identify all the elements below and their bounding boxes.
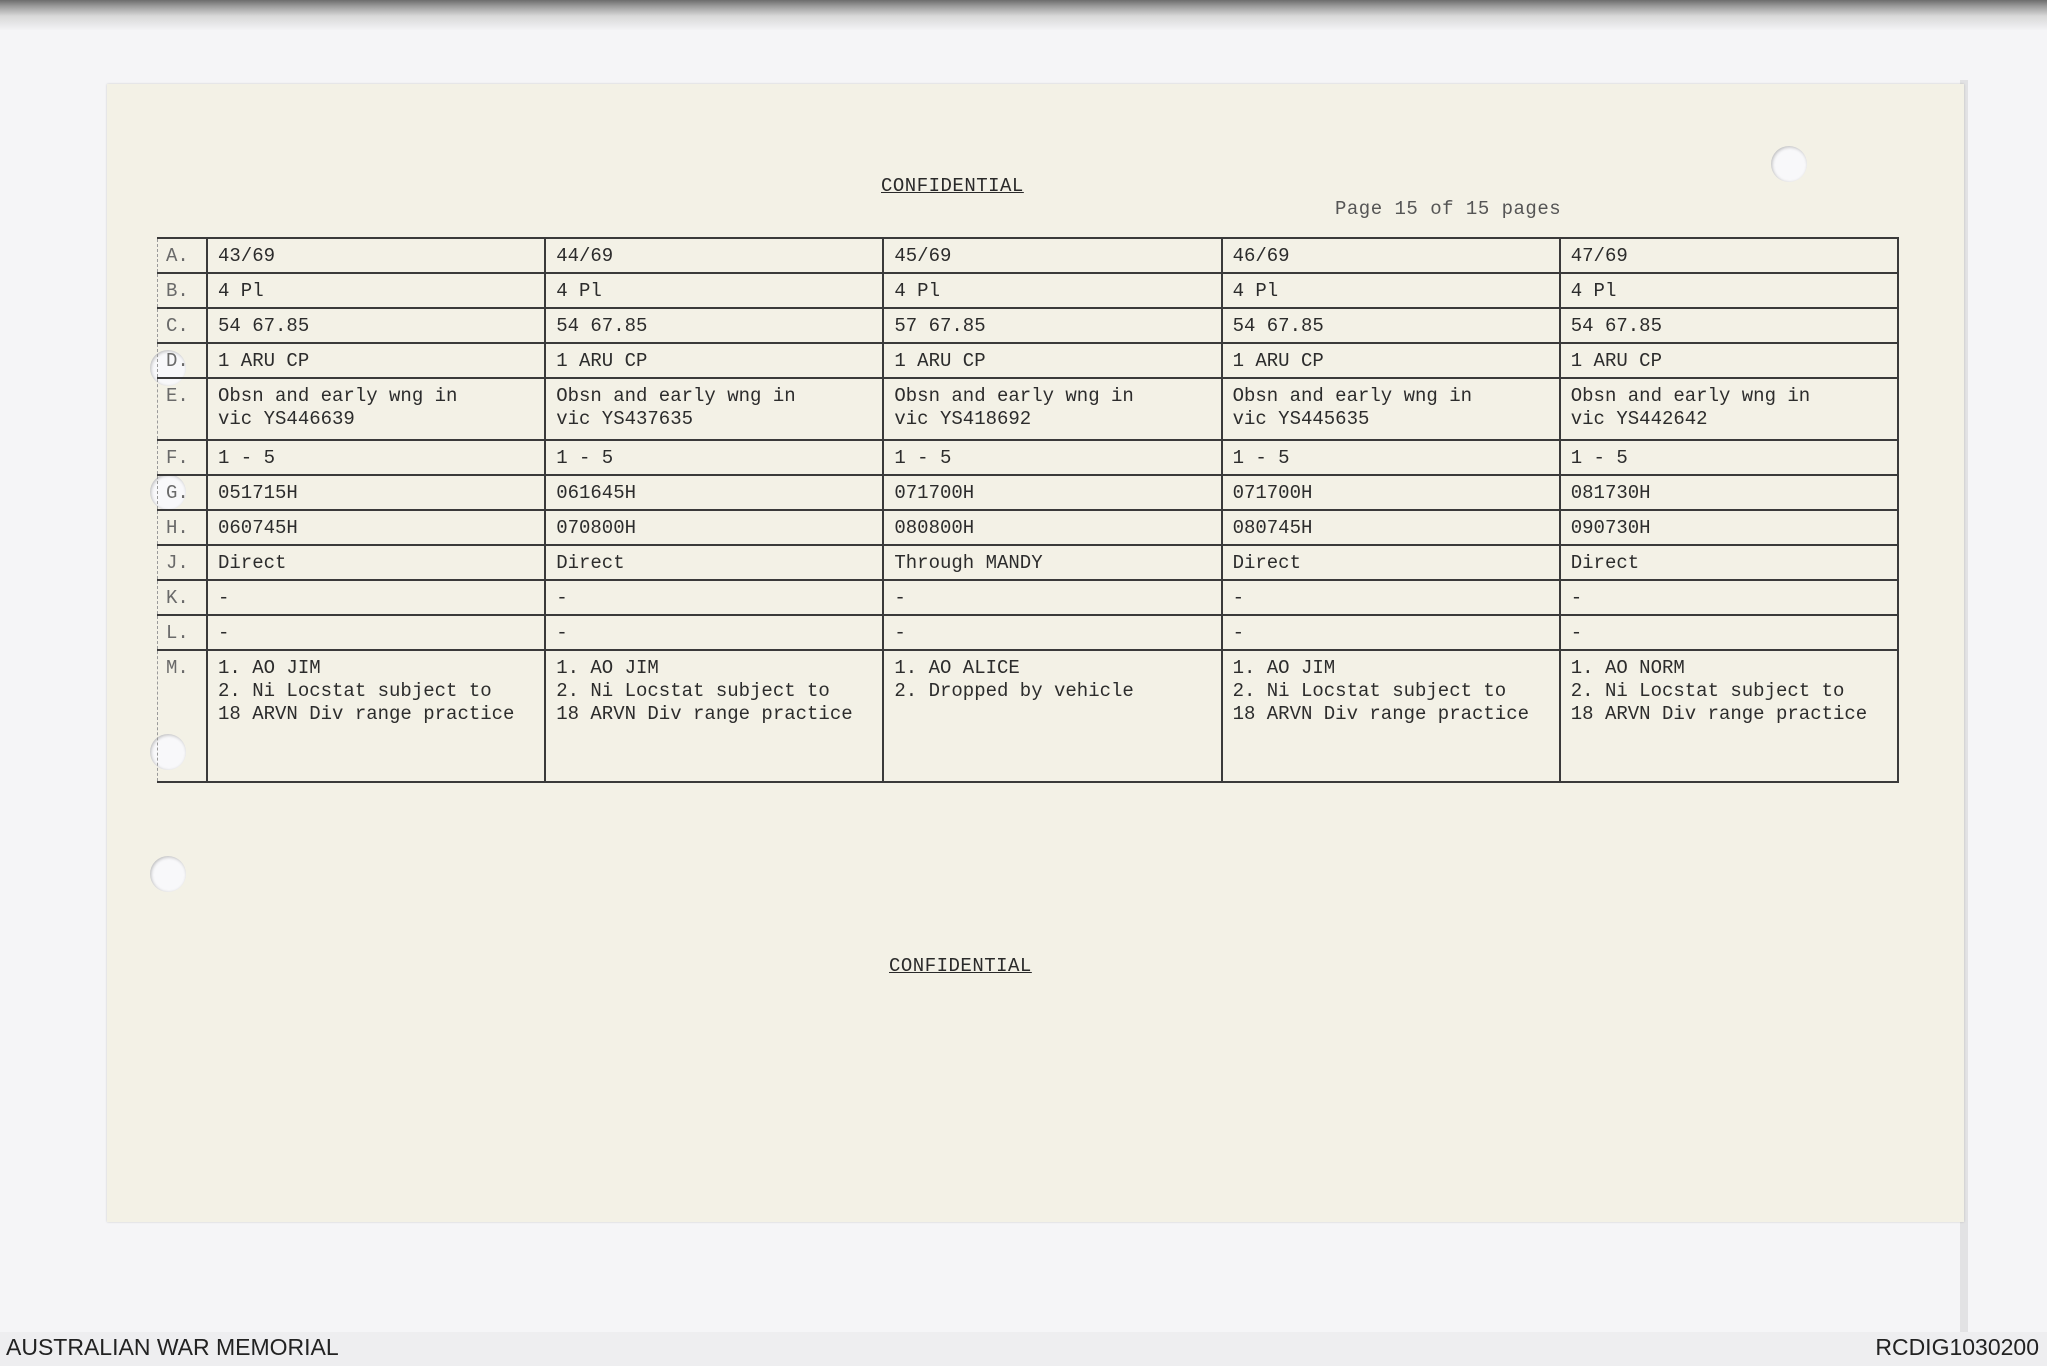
table-cell: Obsn and early wng in vic YS437635 [545, 378, 883, 440]
punch-hole [1771, 146, 1807, 182]
page-number: Page 15 of 15 pages [1335, 198, 1562, 220]
row-letter: L. [158, 615, 208, 650]
table-cell: 4 Pl [1560, 273, 1898, 308]
table-row [158, 273, 1899, 308]
table-cell: 071700H [883, 475, 1221, 510]
table-cell: 070800H [545, 510, 883, 545]
table-row [158, 615, 1899, 650]
table-cell: Obsn and early wng in vic YS442642 [1560, 378, 1898, 440]
table-cell: 4 Pl [545, 273, 883, 308]
table-row [158, 475, 1899, 510]
archive-name: AUSTRALIAN WAR MEMORIAL [6, 1334, 339, 1360]
table-cell: - [883, 615, 1221, 650]
classification-footer: CONFIDENTIAL [889, 955, 1032, 977]
table-cell: 4 Pl [1222, 273, 1560, 308]
table-cell: 1 - 5 [1560, 440, 1898, 475]
table-cell: 1 ARU CP [1560, 343, 1898, 378]
table-cell: 43/69 [207, 238, 545, 273]
table-cell: - [1222, 580, 1560, 615]
table-cell: 1. AO JIM 2. Ni Locstat subject to 18 ARVN Div range practice [545, 650, 883, 782]
table-row [158, 580, 1899, 615]
table-cell: 1. AO JIM 2. Ni Locstat subject to 18 ARVN Div range practice [1222, 650, 1560, 782]
table-cell: 1. AO NORM 2. Ni Locstat subject to 18 ARVN Div range practice [1560, 650, 1898, 782]
table-cell: - [1560, 580, 1898, 615]
table-cell: 1 - 5 [1222, 440, 1560, 475]
table-cell: 47/69 [1560, 238, 1898, 273]
table-cell: 061645H [545, 475, 883, 510]
table-cell: Through MANDY [883, 545, 1221, 580]
table-cell: 071700H [1222, 475, 1560, 510]
table-cell: - [883, 580, 1221, 615]
table-row [158, 440, 1899, 475]
table-cell: 080800H [883, 510, 1221, 545]
table-cell: 4 Pl [883, 273, 1221, 308]
table-cell: 57 67.85 [883, 308, 1221, 343]
row-letter: J. [158, 545, 208, 580]
row-letter: G. [158, 475, 208, 510]
table-cell: - [207, 615, 545, 650]
table-cell: 45/69 [883, 238, 1221, 273]
table-cell: 1 - 5 [545, 440, 883, 475]
punch-hole [150, 856, 186, 892]
table-cell: 1 ARU CP [207, 343, 545, 378]
classification-header: CONFIDENTIAL [881, 175, 1024, 197]
table-row [158, 343, 1899, 378]
table-row [158, 650, 1899, 782]
table-cell: 1 - 5 [883, 440, 1221, 475]
table-cell: - [1560, 615, 1898, 650]
situation-log-table [157, 237, 1899, 783]
table-cell: 081730H [1560, 475, 1898, 510]
table-cell: Direct [207, 545, 545, 580]
table-cell: 051715H [207, 475, 545, 510]
row-letter: M. [158, 650, 208, 782]
table-row [158, 545, 1899, 580]
table-row [158, 510, 1899, 545]
table-cell: Direct [545, 545, 883, 580]
table-cell: 46/69 [1222, 238, 1560, 273]
table-cell: - [545, 580, 883, 615]
table-cell: 080745H [1222, 510, 1560, 545]
row-letter: F. [158, 440, 208, 475]
table-cell: Obsn and early wng in vic YS445635 [1222, 378, 1560, 440]
table-cell: 54 67.85 [545, 308, 883, 343]
table-cell: 1 ARU CP [545, 343, 883, 378]
row-letter: E. [158, 378, 208, 440]
table-row [158, 308, 1899, 343]
table-cell: Direct [1222, 545, 1560, 580]
row-letter: K. [158, 580, 208, 615]
table-cell: 1 ARU CP [1222, 343, 1560, 378]
row-letter: H. [158, 510, 208, 545]
table-cell: Direct [1560, 545, 1898, 580]
scan-top-edge [0, 0, 2047, 30]
table-cell: 060745H [207, 510, 545, 545]
table-cell: 4 Pl [207, 273, 545, 308]
row-letter: C. [158, 308, 208, 343]
table-cell: - [545, 615, 883, 650]
table-cell: 1 - 5 [207, 440, 545, 475]
table-cell: - [207, 580, 545, 615]
table-cell: Obsn and early wng in vic YS446639 [207, 378, 545, 440]
log-table-body [158, 238, 1899, 782]
record-id: RCDIG1030200 [1875, 1334, 2039, 1360]
row-letter: D. [158, 343, 208, 378]
table-row [158, 238, 1899, 273]
table-cell: 54 67.85 [1560, 308, 1898, 343]
table-cell: - [1222, 615, 1560, 650]
table-cell: 090730H [1560, 510, 1898, 545]
table-cell: 44/69 [545, 238, 883, 273]
table-cell: 1. AO ALICE 2. Dropped by vehicle [883, 650, 1221, 782]
table-row [158, 378, 1899, 440]
table-cell: 1 ARU CP [883, 343, 1221, 378]
table-cell: Obsn and early wng in vic YS418692 [883, 378, 1221, 440]
table-cell: 1. AO JIM 2. Ni Locstat subject to 18 ARVN Div range practice [207, 650, 545, 782]
row-letter: B. [158, 273, 208, 308]
table-cell: 54 67.85 [1222, 308, 1560, 343]
table-cell: 54 67.85 [207, 308, 545, 343]
row-letter: A. [158, 238, 208, 273]
